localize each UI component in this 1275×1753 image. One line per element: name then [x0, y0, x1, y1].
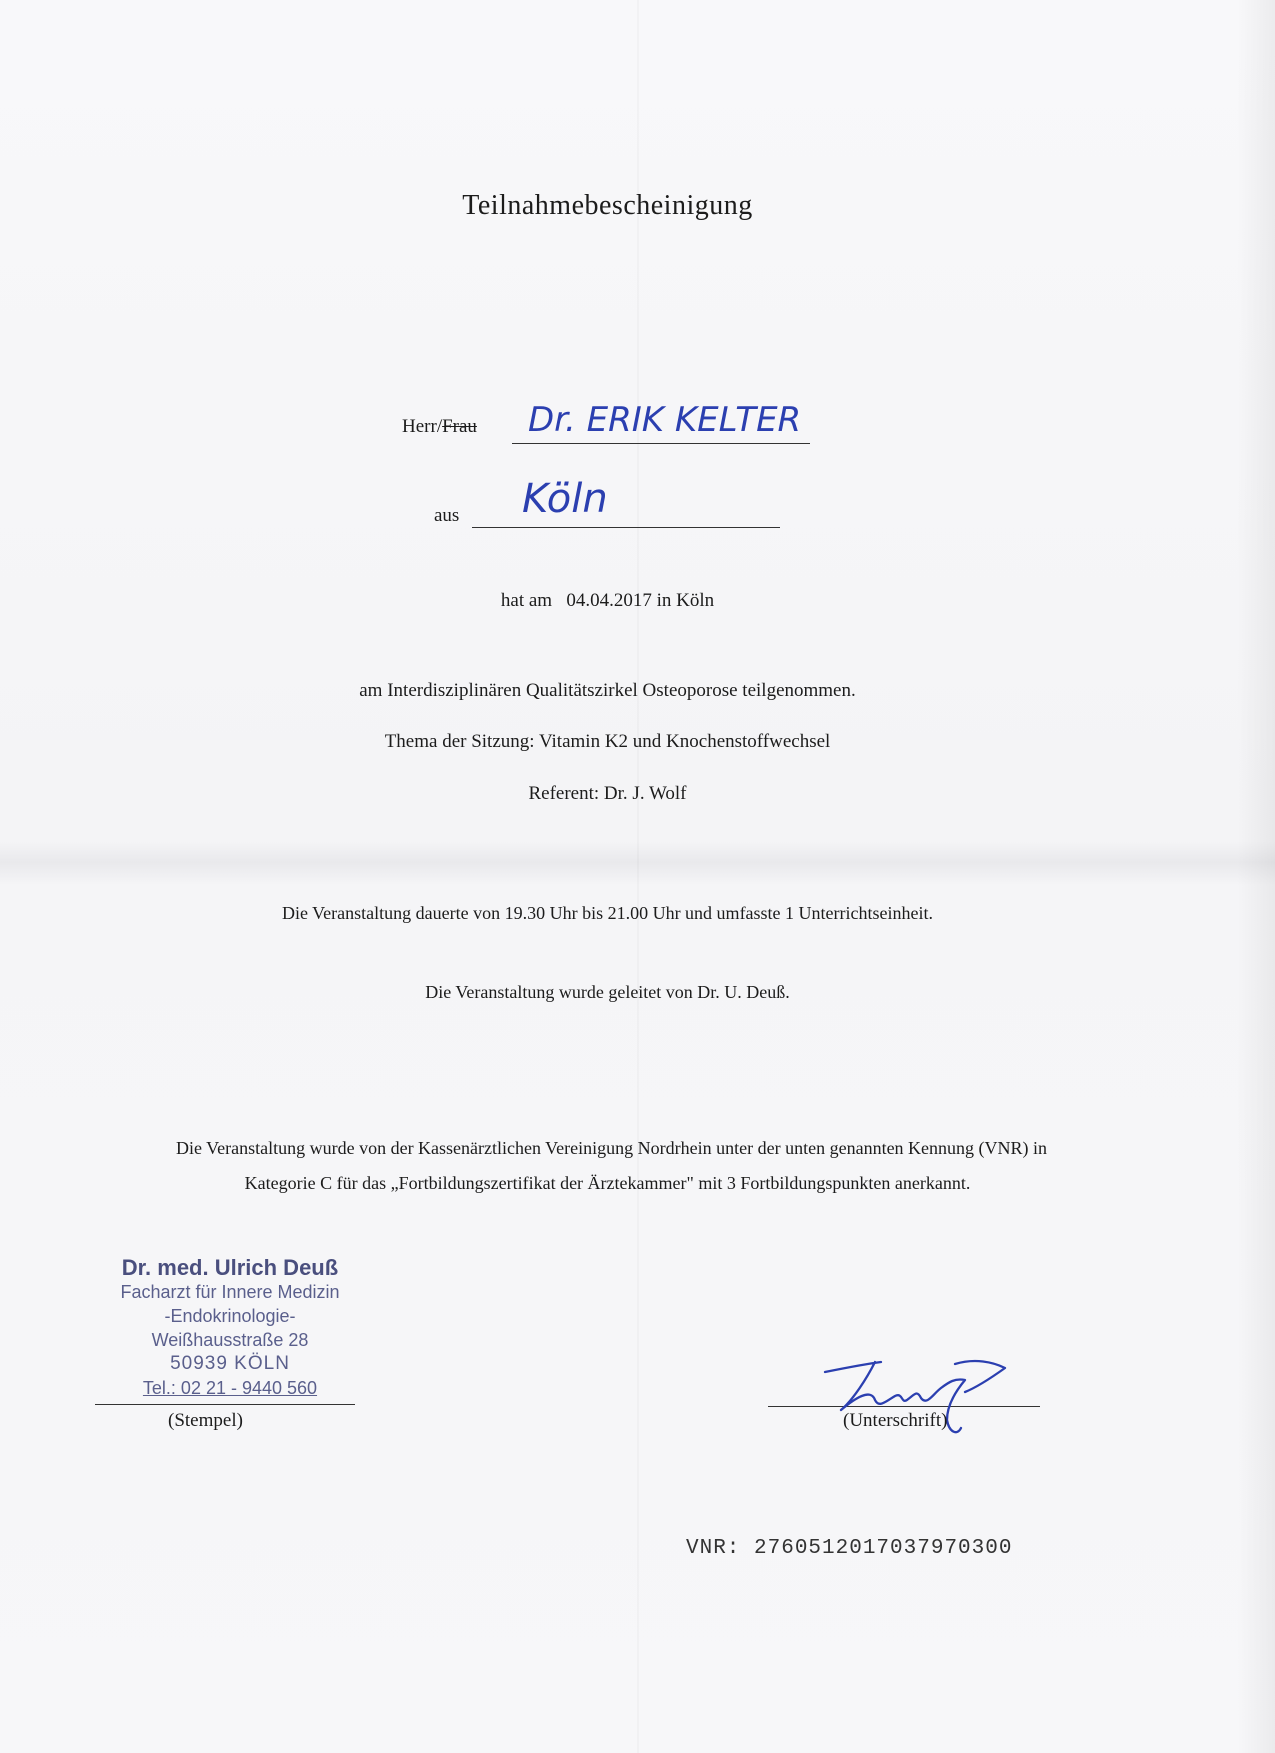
herr-label: Herr [402, 416, 437, 437]
date-prefix: hat am [500, 590, 553, 611]
frau-label-struck: Frau [442, 416, 477, 437]
participant-name-handwritten: Dr. ERIK KELTER [528, 400, 802, 440]
participation-line: am Interdisziplinären Qualitätszirkel Osteoporose teilgenommen. [359, 680, 856, 701]
speaker-line: Referent: Dr. J. Wolf [528, 783, 687, 804]
aus-label: aus [434, 505, 460, 526]
recognition-line-2: Kategorie C für das „Fortbildungszertifikat der Ärztekammer" mit 3 Fortbildungspunkten anerkannt. [244, 1173, 971, 1193]
stamp-city: 50939 KÖLN [170, 1353, 290, 1374]
stamp-doctor-name: Dr. med. Ulrich Deuß [121, 1255, 339, 1280]
date-line [0, 590, 1215, 612]
event-date: 04.04.2017 [566, 590, 652, 611]
stamp-subspecialty: -Endokrinologie- [164, 1306, 296, 1326]
stamp-phone: Tel.: 02 21 - 9440 560 [142, 1378, 318, 1398]
city-underline [472, 527, 780, 528]
topic-line: Thema der Sitzung: Vitamin K2 und Knochenstoffwechsel [384, 731, 831, 752]
document-title: Teilnahmebescheinigung [462, 190, 753, 221]
duration-line: Die Veranstaltung dauerte von 19.30 Uhr bis 21.00 Uhr und umfasste 1 Unterrichtseinheit. [281, 903, 934, 923]
stamp-street: Weißhausstraße 28 [151, 1330, 309, 1350]
stamp-underline [95, 1404, 355, 1405]
vnr-number: VNR: 2760512017037970300 [686, 1537, 1013, 1560]
led-by-line: Die Veranstaltung wurde geleitet von Dr. U. Deuß. [425, 982, 790, 1002]
stamp-specialty: Facharzt für Innere Medizin [120, 1282, 340, 1302]
name-underline [512, 443, 810, 444]
participant-city-handwritten: Köln [522, 476, 608, 522]
separator: / [436, 416, 443, 437]
date-suffix: in Köln [656, 590, 715, 611]
salutation-row [402, 416, 477, 438]
paper-edge-shadow [1237, 0, 1275, 1753]
signature-label: (Unterschrift) [843, 1410, 948, 1431]
paper-fold [637, 0, 639, 1753]
recognition-line-1: Die Veranstaltung wurde von der Kassenärztlichen Vereinigung Nordrhein unter der unten genannten Kennung (VNR) in [175, 1138, 1048, 1158]
doctor-stamp [90, 1256, 370, 1400]
stamp-label: (Stempel) [168, 1410, 243, 1431]
